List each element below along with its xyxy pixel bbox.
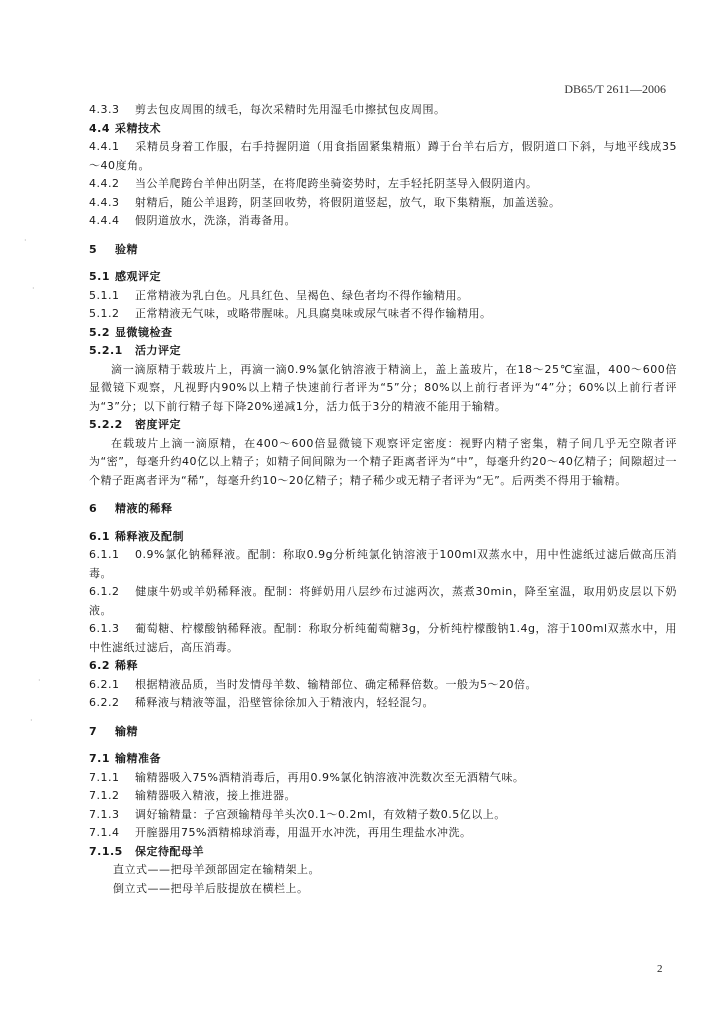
chapter-title: 输精 (115, 724, 138, 738)
chapter-7 (89, 723, 677, 742)
clause-4-4-2 (89, 175, 677, 194)
clause-number: 4.4.3 (89, 195, 120, 209)
clause-number: 6.1.2 (89, 585, 120, 598)
clause-text: 调好输精量：子宫颈输精母羊头次0.1～0.2ml，有效精子数0.5亿以上。 (135, 807, 506, 821)
clause-4-4-4 (89, 212, 677, 231)
heading-text: 输精准备 (115, 752, 161, 765)
clause-number: 5.2.1 (89, 344, 123, 357)
clause-number: 6.2 (89, 659, 110, 672)
clause-text: 开膣器用75%酒精棉球消毒，用温开水冲洗，再用生理盐水冲洗。 (135, 826, 472, 839)
clause-text: 稀释液与精液等温，沿壁管徐徐加入于精液内，轻轻混匀。 (135, 696, 434, 709)
chapter-6 (89, 500, 677, 519)
heading-6-1 (89, 528, 677, 547)
document-code: DB65/T 2611—2006 (564, 82, 666, 96)
clause-text: 剪去包皮周围的绒毛，每次采精时先用湿毛巾擦拭包皮周围。 (135, 103, 446, 116)
clause-text: 射精后，随公羊退跨，阴茎回收势，将假阴道竖起，放气，取下集精瓶，加盖送验。 (135, 195, 561, 209)
clause-number: 6.1 (89, 529, 110, 543)
clause-text: 0.9%氯化钠稀释液。配制：称取0.9g分析纯氯化钠溶液于100ml双蒸水中，用中性滤纸过滤后做高压消毒。 (89, 548, 677, 580)
heading-5-2-1 (89, 342, 677, 361)
heading-text: 感观评定 (115, 270, 161, 283)
clause-7-1-3 (89, 806, 677, 825)
clause-number: 7.1.2 (89, 789, 120, 802)
clause-number: 4.4 (89, 121, 110, 135)
chapter-number: 6 (89, 502, 98, 515)
chapter-number: 7 (89, 724, 98, 738)
clause-number: 4.4.4 (89, 214, 120, 227)
clause-text: 采精员身着工作服，右手持握阴道（用食指固紧集精瓶）蹲于台羊右后方，假阴道口下斜，与地平线成35～40度角。 (89, 140, 677, 172)
clause-7-1-1 (89, 769, 677, 788)
clause-6-1-2 (89, 583, 677, 620)
clause-number: 5.2 (89, 325, 110, 339)
heading-5-2 (89, 324, 677, 343)
clause-text: 健康牛奶或羊奶稀释液。配制：将鲜奶用八层纱布过滤两次，蒸煮30min，降至室温，取用奶皮层以下奶液。 (89, 585, 677, 617)
clause-5-1-1 (89, 287, 677, 306)
clause-6-2-1 (89, 676, 677, 695)
clause-number: 7.1.3 (89, 807, 120, 821)
clause-text: 正常精液为乳白色。凡具红色、呈褐色、绿色者均不得作输精用。 (135, 288, 469, 302)
document-body (89, 101, 677, 898)
clause-6-1-3 (89, 620, 677, 657)
heading-text: 稀释 (115, 659, 138, 672)
clause-number: 5.1.2 (89, 307, 120, 320)
chapter-5 (89, 241, 677, 260)
scan-artifact-mark: · (24, 236, 27, 245)
item-standing-position: 直立式——把母羊颈部固定在输精架上。 (113, 863, 320, 876)
clause-text: 葡萄糖、柠檬酸钠稀释液。配制：称取分析纯葡萄糖3g，分析纯柠檬酸钠1.4g，溶于100ml双蒸水中，用中性滤纸过滤后，高压消毒。 (89, 622, 677, 654)
clause-4-4-1 (89, 138, 677, 175)
paragraph-density: 在载玻片上滴一滴原精，在400～600倍显微镜下观察评定密度：视野内精子密集，精子间几乎无空隙者评为“密”，每毫升约40亿以上精子；如精子间间隙为一个精子距离者评为“中”，每毫升约20～40亿精子；间隙超过一个精子距离者评为“稀”，每毫升约10～20亿精子；精子稀少或无精子者评为“无”。后两类不得用于输精。 (89, 436, 677, 487)
clause-6-2-2 (89, 694, 677, 713)
scan-artifact-mark: · (30, 716, 33, 725)
clause-number: 6.1.1 (89, 548, 120, 561)
heading-text: 密度评定 (135, 418, 181, 431)
clause-number: 7.1.1 (89, 770, 120, 784)
clause-number: 7.1.5 (89, 844, 123, 858)
clause-number: 7.1.4 (89, 826, 120, 839)
clause-7-1-2 (89, 787, 677, 806)
heading-7-1-5 (89, 843, 677, 862)
heading-text: 保定待配母羊 (135, 844, 204, 858)
clause-text: 正常精液无气味，或略带腥味。凡具腐臭味或尿气味者不得作输精用。 (135, 307, 492, 320)
clause-number: 7.1 (89, 752, 110, 765)
clause-6-1-1 (89, 546, 677, 583)
heading-text: 活力评定 (135, 344, 181, 357)
clause-text: 根据精液品质，当时发情母羊数、输精部位、确定稀释倍数。一般为5～20倍。 (135, 677, 537, 691)
page-number: 2 (657, 963, 663, 975)
heading-5-1 (89, 268, 677, 287)
chapter-number: 5 (89, 242, 98, 256)
chapter-title: 验精 (115, 242, 138, 256)
heading-5-2-2 (89, 416, 677, 435)
clause-number: 6.1.3 (89, 622, 120, 635)
clause-number: 4.4.2 (89, 177, 120, 190)
scan-artifact-mark: · (38, 676, 41, 685)
heading-7-1 (89, 750, 677, 769)
clause-5-1-2 (89, 305, 677, 324)
clause-number: 5.1.1 (89, 288, 120, 302)
clause-number: 6.2.1 (89, 677, 120, 691)
heading-text: 采精技术 (115, 121, 161, 135)
clause-4-3-3 (89, 101, 677, 120)
heading-text: 稀释液及配制 (115, 529, 184, 543)
clause-number: 6.2.2 (89, 696, 120, 709)
clause-number: 5.1 (89, 270, 110, 283)
chapter-title: 精液的稀释 (115, 502, 173, 515)
paragraph-vitality: 滴一滴原精于载玻片上，再滴一滴0.9%氯化钠溶液于精滴上，盖上盖玻片，在18～25℃室温，400～600倍显微镜下观察，凡视野内90%以上精子快速前行者评为“5”分；80%以上前行者评为“4”分；60%以上前行者评为“3”分；以下前行精子每下降20%递减1分，活力低于3分的精液不能用于输精。 (89, 362, 677, 413)
heading-4-4 (89, 120, 677, 139)
clause-number: 4.3.3 (89, 103, 120, 116)
clause-text: 输精器吸入精液，接上推进器。 (135, 789, 296, 802)
heading-text: 显微镜检查 (115, 325, 173, 339)
clause-number: 4.4.1 (89, 140, 120, 153)
clause-4-4-3 (89, 194, 677, 213)
clause-7-1-4 (89, 824, 677, 843)
clause-number: 5.2.2 (89, 418, 123, 431)
clause-text: 假阴道放水，洗涤，消毒备用。 (135, 214, 296, 227)
heading-6-2 (89, 657, 677, 676)
item-inverted-position: 倒立式——把母羊后肢提放在横栏上。 (113, 881, 309, 895)
clause-text: 输精器吸入75%酒精消毒后，再用0.9%氯化钠溶液冲洗数次至无酒精气味。 (135, 770, 525, 784)
clause-text: 当公羊爬跨台羊伸出阴茎，在将爬跨坐骑姿势时，左手轻托阴茎导入假阴道内。 (135, 177, 538, 190)
scan-artifact-mark: · (32, 284, 35, 293)
